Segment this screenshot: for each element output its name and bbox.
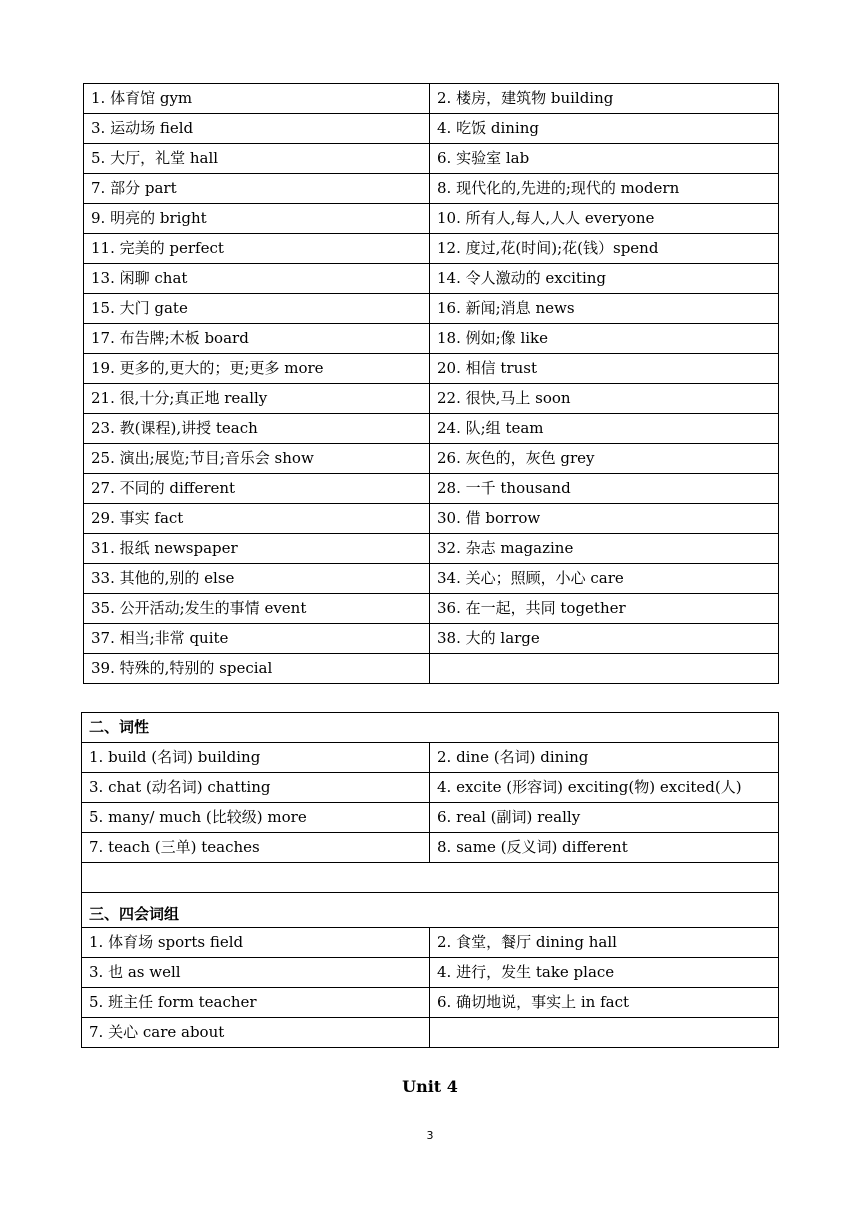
spacer-cell [82,863,779,893]
phrase-row [82,1018,779,1048]
right-cell: 10. 所有人,每人,人人 everyone [430,204,779,234]
left-cell: 33. 其他的,别的 else [84,564,430,594]
vocab-row [84,534,779,564]
left-cell: 3. 也 as well [82,958,430,988]
left-cell: 17. 布告牌;木板 board [84,324,430,354]
left-cell: 13. 闲聊 chat [84,264,430,294]
section-heading-row [82,713,779,743]
vocab-row [84,174,779,204]
right-cell [430,654,779,684]
section-heading-row [82,893,779,928]
left-cell: 35. 公开活动;发生的事情 event [84,594,430,624]
right-cell: 16. 新闻;消息 news [430,294,779,324]
vocab-row [84,594,779,624]
left-cell: 15. 大门 gate [84,294,430,324]
left-cell: 23. 教(课程),讲授 teach [84,414,430,444]
vocab-row [84,474,779,504]
right-cell: 22. 很快,马上 soon [430,384,779,414]
left-cell: 7. 部分 part [84,174,430,204]
left-cell: 31. 报纸 newspaper [84,534,430,564]
right-cell: 2. dine (名词) dining [430,743,779,773]
unit-title: Unit 4 [402,1077,458,1096]
left-cell: 9. 明亮的 bright [84,204,430,234]
left-cell: 5. many/ much (比较级) more [82,803,430,833]
left-cell: 21. 很,十分;真正地 really [84,384,430,414]
left-cell: 7. 关心 care about [82,1018,430,1048]
left-cell: 11. 完美的 perfect [84,234,430,264]
phrase-row [82,928,779,958]
phrase-row [82,958,779,988]
word-form-row [82,833,779,863]
word-forms-phrases-table [81,712,779,1048]
right-cell: 6. 确切地说，事实上 in fact [430,988,779,1018]
word-forms-phrases-table-body [82,713,779,1048]
phrases-heading: 三、四会词组 [82,893,779,928]
vocab-row [84,504,779,534]
vocab-row [84,144,779,174]
right-cell: 32. 杂志 magazine [430,534,779,564]
vocab-row [84,324,779,354]
right-cell: 4. 吃饭 dining [430,114,779,144]
vocab-row [84,624,779,654]
right-cell: 38. 大的 large [430,624,779,654]
left-cell: 37. 相当;非常 quite [84,624,430,654]
right-cell: 30. 借 borrow [430,504,779,534]
right-cell: 20. 相信 trust [430,354,779,384]
left-cell: 3. chat (动名词) chatting [82,773,430,803]
vocabulary-table-body [84,84,779,684]
left-cell: 19. 更多的,更大的；更;更多 more [84,354,430,384]
vocab-row [84,654,779,684]
right-cell: 28. 一千 thousand [430,474,779,504]
right-cell: 8. same (反义词) different [430,833,779,863]
right-cell [430,1018,779,1048]
vocab-row [84,354,779,384]
vocab-row [84,384,779,414]
word-form-row [82,803,779,833]
left-cell: 1. build (名词) building [82,743,430,773]
left-cell: 5. 大厅，礼堂 hall [84,144,430,174]
left-cell: 25. 演出;展览;节目;音乐会 show [84,444,430,474]
vocab-row [84,114,779,144]
phrase-row [82,988,779,1018]
vocab-row [84,414,779,444]
right-cell: 2. 食堂，餐厅 dining hall [430,928,779,958]
vocab-row [84,444,779,474]
left-cell: 5. 班主任 form teacher [82,988,430,1018]
vocab-row [84,294,779,324]
word-form-row [82,773,779,803]
left-cell: 1. 体育馆 gym [84,84,430,114]
spacer-row [82,863,779,893]
vocab-row [84,84,779,114]
page-number: 3 [426,1129,434,1142]
vocab-row [84,234,779,264]
right-cell: 18. 例如;像 like [430,324,779,354]
right-cell: 26. 灰色的，灰色 grey [430,444,779,474]
right-cell: 8. 现代化的,先进的;现代的 modern [430,174,779,204]
right-cell: 6. real (副词) really [430,803,779,833]
right-cell: 4. excite (形容词) exciting(物) excited(人) [430,773,779,803]
left-cell: 29. 事实 fact [84,504,430,534]
left-cell: 7. teach (三单) teaches [82,833,430,863]
vocab-row [84,564,779,594]
left-cell: 39. 特殊的,特别的 special [84,654,430,684]
right-cell: 14. 令人激动的 exciting [430,264,779,294]
word-form-row [82,743,779,773]
right-cell: 12. 度过,花(时间);花(钱）spend [430,234,779,264]
right-cell: 6. 实验室 lab [430,144,779,174]
right-cell: 34. 关心；照顾，小心 care [430,564,779,594]
vocabulary-table [83,83,779,684]
right-cell: 36. 在一起，共同 together [430,594,779,624]
right-cell: 2. 楼房，建筑物 building [430,84,779,114]
left-cell: 3. 运动场 field [84,114,430,144]
word-forms-heading: 二、词性 [82,713,779,743]
right-cell: 24. 队;组 team [430,414,779,444]
vocab-row [84,264,779,294]
right-cell: 4. 进行，发生 take place [430,958,779,988]
left-cell: 27. 不同的 different [84,474,430,504]
left-cell: 1. 体育场 sports field [82,928,430,958]
vocab-row [84,204,779,234]
